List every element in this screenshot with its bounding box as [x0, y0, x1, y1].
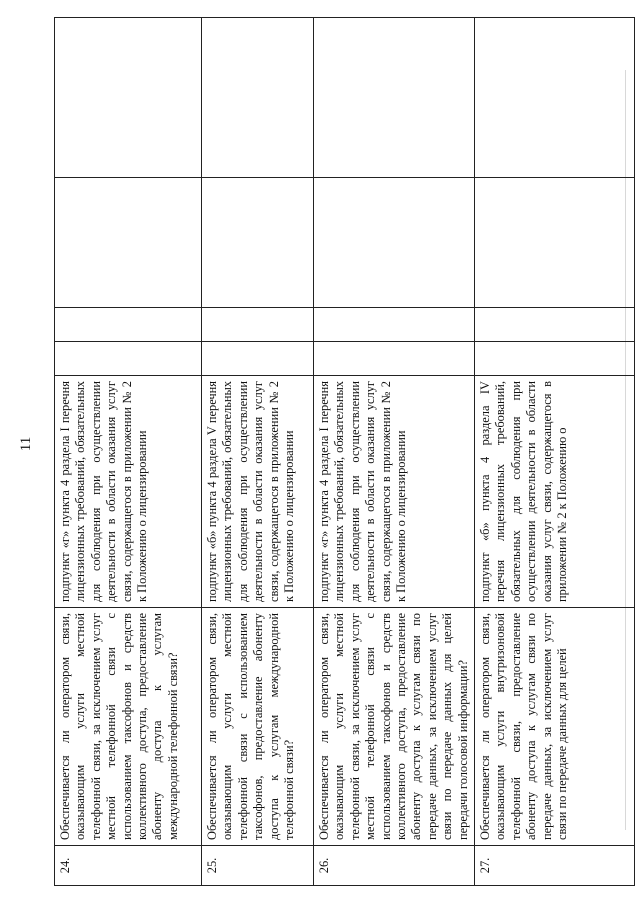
reference-cell: подпункт «б» пункта 4 раздела V перечня лицензионных требований, обязательных для соблюдения при осуществлении деятельности в области оказания услуг связи, содержащегося в приложении № 2 к Положению о лицензировании	[202, 376, 314, 608]
table-row	[314, 18, 475, 886]
not-applicable-cell	[55, 178, 202, 308]
answer-yes-cell	[314, 342, 475, 376]
not-applicable-cell	[314, 178, 475, 308]
notes-cell	[314, 18, 475, 178]
question-cell: Обеспечивается ли оператором связи, оказывающим услуги внутризоновой телефонной связи, предоставление абоненту доступа к услугам связи по передаче данных, за исключением услуг связи по передаче данных для целей	[475, 608, 635, 846]
not-applicable-cell	[475, 178, 635, 308]
row-number: 24.	[55, 846, 202, 886]
row-number: 27.	[475, 846, 635, 886]
answer-no-cell	[202, 308, 314, 342]
answer-yes-cell	[475, 342, 635, 376]
row-number: 25.	[202, 846, 314, 886]
reference-cell: подпункт «г» пункта 4 раздела I перечня лицензионных требований, обязательных для соблюдения при осуществлении деятельности в области оказания услуг связи, содержащегося в приложении № 2 к Положению о лицензировании	[314, 376, 475, 608]
question-cell: Обеспечивается ли оператором связи, оказывающим услуги местной телефонной связи с использованием таксофонов, предоставление абоненту доступа к услугам международной телефонной связи?	[202, 608, 314, 846]
table-row	[202, 18, 314, 886]
notes-cell	[475, 18, 635, 178]
requirements-table	[54, 17, 635, 886]
question-cell: Обеспечивается ли оператором связи, оказывающим услуги местной телефонной связи, за исключением услуг местной телефонной связи с использованием таксофонов и средств коллективного доступа, предоставление абоненту доступа к услугам международной телефонной связи?	[55, 608, 202, 846]
answer-yes-cell	[202, 342, 314, 376]
answer-no-cell	[314, 308, 475, 342]
reference-cell: подпункт «б» пункта 4 раздела IV перечня лицензионных требований, обязательных для соблюдения при осуществлении деятельности в области оказания услуг связи, содержащегося в приложении № 2 к Положению о	[475, 376, 635, 608]
row-number: 26.	[314, 846, 475, 886]
reference-cell: подпункт «г» пункта 4 раздела I перечня лицензионных требований, обязательных для соблюдения при осуществлении деятельности в области оказания услуг связи, содержащегося в приложении № 2 к Положению о лицензировании	[55, 376, 202, 608]
question-cell: Обеспечивается ли оператором связи, оказывающим услуги местной телефонной связи, за исключением услуг местной телефонной связи с использованием таксофонов и средств коллективного доступа, предоставление абоненту доступа к услугам связи по передаче данных, за исключением услуг связи по передаче данных для целей передачи голосовой информации?	[314, 608, 475, 846]
answer-no-cell	[55, 308, 202, 342]
table-row	[55, 18, 202, 886]
not-applicable-cell	[202, 178, 314, 308]
answer-no-cell	[475, 308, 635, 342]
notes-cell	[55, 18, 202, 178]
answer-yes-cell	[55, 342, 202, 376]
notes-cell	[202, 18, 314, 178]
page-number: 11	[17, 436, 34, 452]
rotated-table-wrapper	[54, 18, 626, 886]
table-row	[475, 18, 635, 886]
